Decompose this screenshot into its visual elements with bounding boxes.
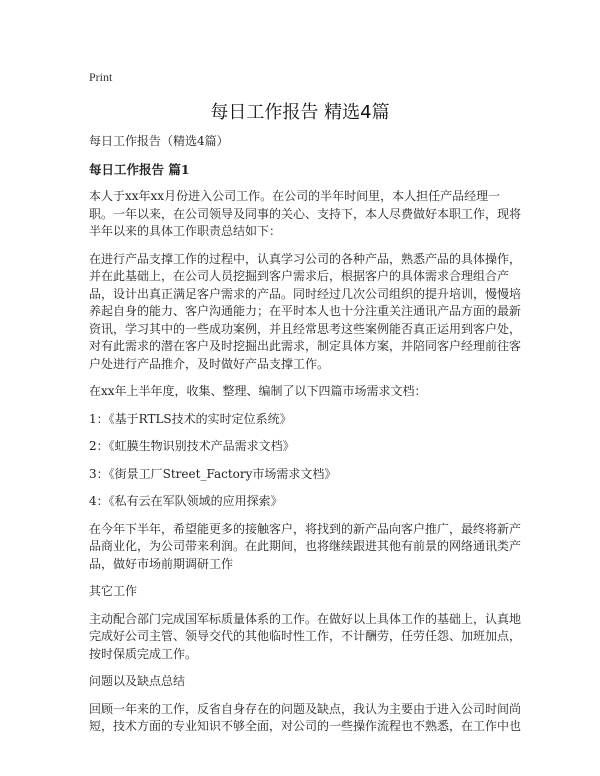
paragraph-documents-intro: 在xx年上半年度，收集、整理、编制了以下四篇市场需求文档： bbox=[89, 384, 427, 398]
other-work-heading: 其它工作 bbox=[89, 584, 138, 598]
paragraph-problems: 回顾一年来的工作，反省自身存在的问题及缺点，我认为主要由于进入公司时间尚短，技术方面的专业知识不够全面，对公司的一些操作流程也不熟悉，在工作中也 bbox=[89, 701, 522, 733]
page-title: 每日工作报告 精选4篇 bbox=[210, 102, 390, 123]
list-item: 2：《虹膜生物识别技术产品需求文档》 bbox=[89, 439, 295, 453]
paragraph-intro: 本人于xx年xx月份进入公司工作。在公司的半年时间里，本人担任产品经理一职。一年以来，在公司领导及同事的关心、支持下，本人尽费做好本职工作，现将半年以来的具体工作职责总结如下： bbox=[89, 189, 522, 238]
list-item: 1：《基于RTLS技术的实时定位系统》 bbox=[89, 411, 292, 426]
document-body bbox=[89, 133, 521, 746]
paragraph-other-work: 主动配合部门完成国军标质量体系的工作。在做好以上具体工作的基础上，认真地完成好公司主管、领导交代的其他临时性工作，不计酬劳，任劳任怨、加班加点，按时保质完成工作。 bbox=[89, 611, 522, 661]
paragraph-product-support: 在进行产品支撑工作的过程中，认真学习公司的各种产品，熟悉产品的具体操作，并在此基础上，在公司人员挖掘到客户需求后，根据客户的具体需求合理组合产品，设计出真正满足客户需求的产品。同时经过几次公司组织的提升培训，慢慢培养起自身的能力、客户沟通能力；在平时本人也十分注重关注通讯产品方面的最新资讯，学习其中的一些成功案例，并且经常思考这些案例能否真正运用到客户处，对有此需求的潜在客户及时挖掘出此需求，制定具体方案，并陪同客户经理前往客户处进行产品推介，及时做好产品支撑工作。 bbox=[89, 251, 522, 371]
list-item: 4：《私有云在军队领域的应用探索》 bbox=[89, 494, 283, 508]
print-link[interactable]: Print bbox=[89, 70, 113, 84]
list-item: 3：《街景工厂Street_Factory市场需求文档》 bbox=[89, 466, 337, 481]
paragraph-second-half-plan: 在今年下半年，希望能更多的接触客户，将找到的新产品向客户推广，最终将新产品商业化，为公司带来利润。在此期间，也将继续跟进其他有前景的网络通讯类产品，做好市场前期调研工作 bbox=[89, 521, 522, 571]
document-subtitle: 每日工作报告（精选4篇） bbox=[89, 134, 229, 148]
problems-heading: 问题以及缺点总结 bbox=[89, 674, 186, 688]
section-heading: 每日工作报告 篇1 bbox=[89, 161, 190, 177]
